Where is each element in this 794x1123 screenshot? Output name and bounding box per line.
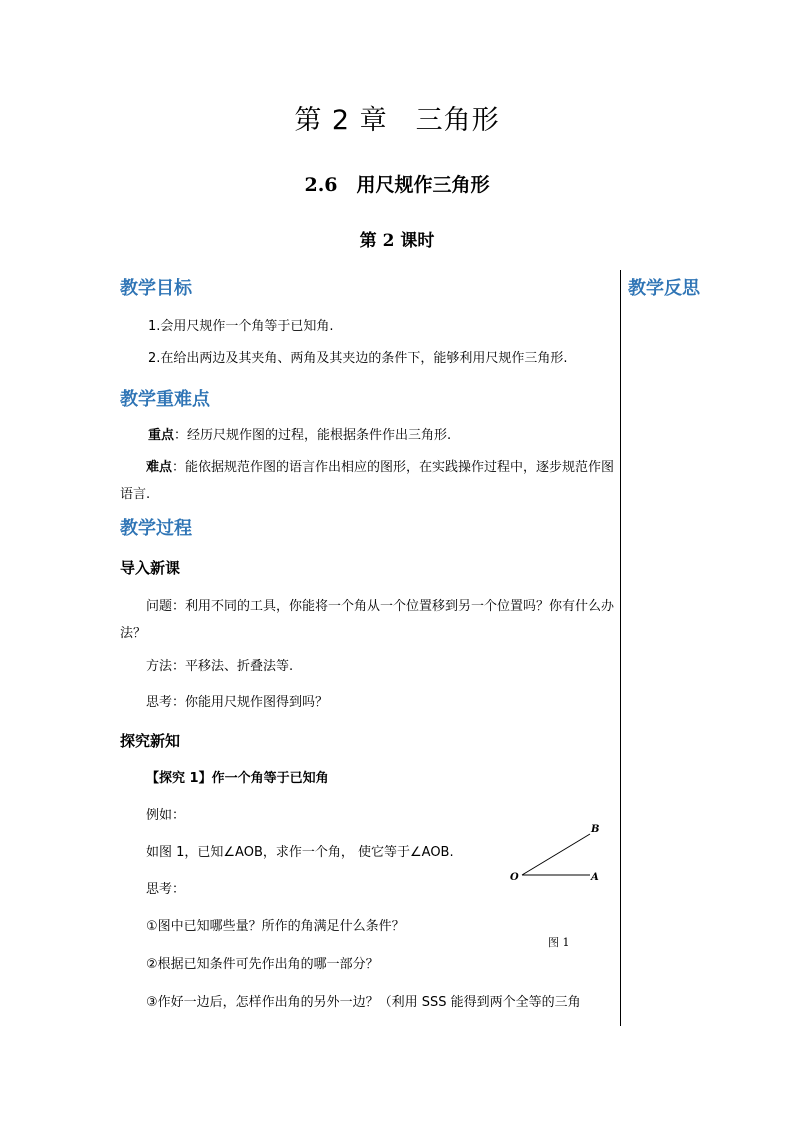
chapter-title: 第 2 章 三角形: [294, 105, 500, 136]
focus-line: [148, 425, 451, 446]
point-o-label: O: [510, 872, 519, 883]
question-2: ②根据已知条件可先作出角的哪一部分？: [146, 957, 379, 972]
intro-heading: 导入新课: [120, 559, 181, 577]
explore-heading: 探究新知: [120, 732, 181, 750]
question-3: ③作好一边后，怎样作出角的另外一边？（利用 SSS 能得到两个全等的三角: [146, 995, 581, 1010]
angle-aob-diagram: [505, 818, 610, 948]
point-a-label: A: [591, 872, 599, 883]
objectives-heading: 教学目标: [120, 278, 192, 299]
objective-item-1: 1.会用尺规作一个角等于已知角.: [148, 319, 334, 334]
ray-ob: [522, 834, 590, 875]
difficulty-text: ：能依据规范作图的语言作出相应的图形，在实践操作过程中，逐步规范作图语言.: [120, 460, 615, 502]
angle-figure: [505, 818, 610, 952]
figure-caption: 图 1: [548, 936, 570, 949]
question-paragraph: 问题：利用不同的工具，你能将一个角从一个位置移到另一个位置吗？你有什么办法？: [120, 599, 615, 641]
explore1-title: 【探究 1】作一个角等于已知角: [146, 771, 329, 786]
think-label: 思考：: [146, 882, 186, 897]
example-text: 如图 1，已知∠AOB，求作一个角， 使它等于∠AOB.: [146, 845, 454, 860]
column-divider: [620, 270, 621, 1026]
key-points-heading: 教学重难点: [120, 389, 210, 410]
reflection-heading: 教学反思: [628, 278, 700, 299]
method-text: 方法：平移法、折叠法等.: [146, 659, 294, 674]
lesson-title: 第 2 课时: [359, 231, 435, 251]
difficulty-label: 难点: [146, 460, 173, 475]
section-title: 2.6 用尺规作三角形: [304, 174, 490, 196]
objective-item-2: 2.在给出两边及其夹角、两角及其夹边的条件下，能够利用尺规作三角形.: [148, 351, 568, 366]
point-b-label: B: [591, 824, 600, 835]
process-heading: 教学过程: [120, 518, 192, 539]
focus-label: 重点: [148, 428, 175, 443]
question-1: ①图中已知哪些量？所作的角满足什么条件？: [146, 919, 405, 934]
difficulty-paragraph: [120, 454, 615, 508]
think-text: 思考：你能用尺规作图得到吗？: [146, 695, 329, 710]
focus-text: ：经历尺规作图的过程，能根据条件作出三角形.: [174, 428, 452, 443]
example-label: 例如：: [146, 808, 186, 823]
